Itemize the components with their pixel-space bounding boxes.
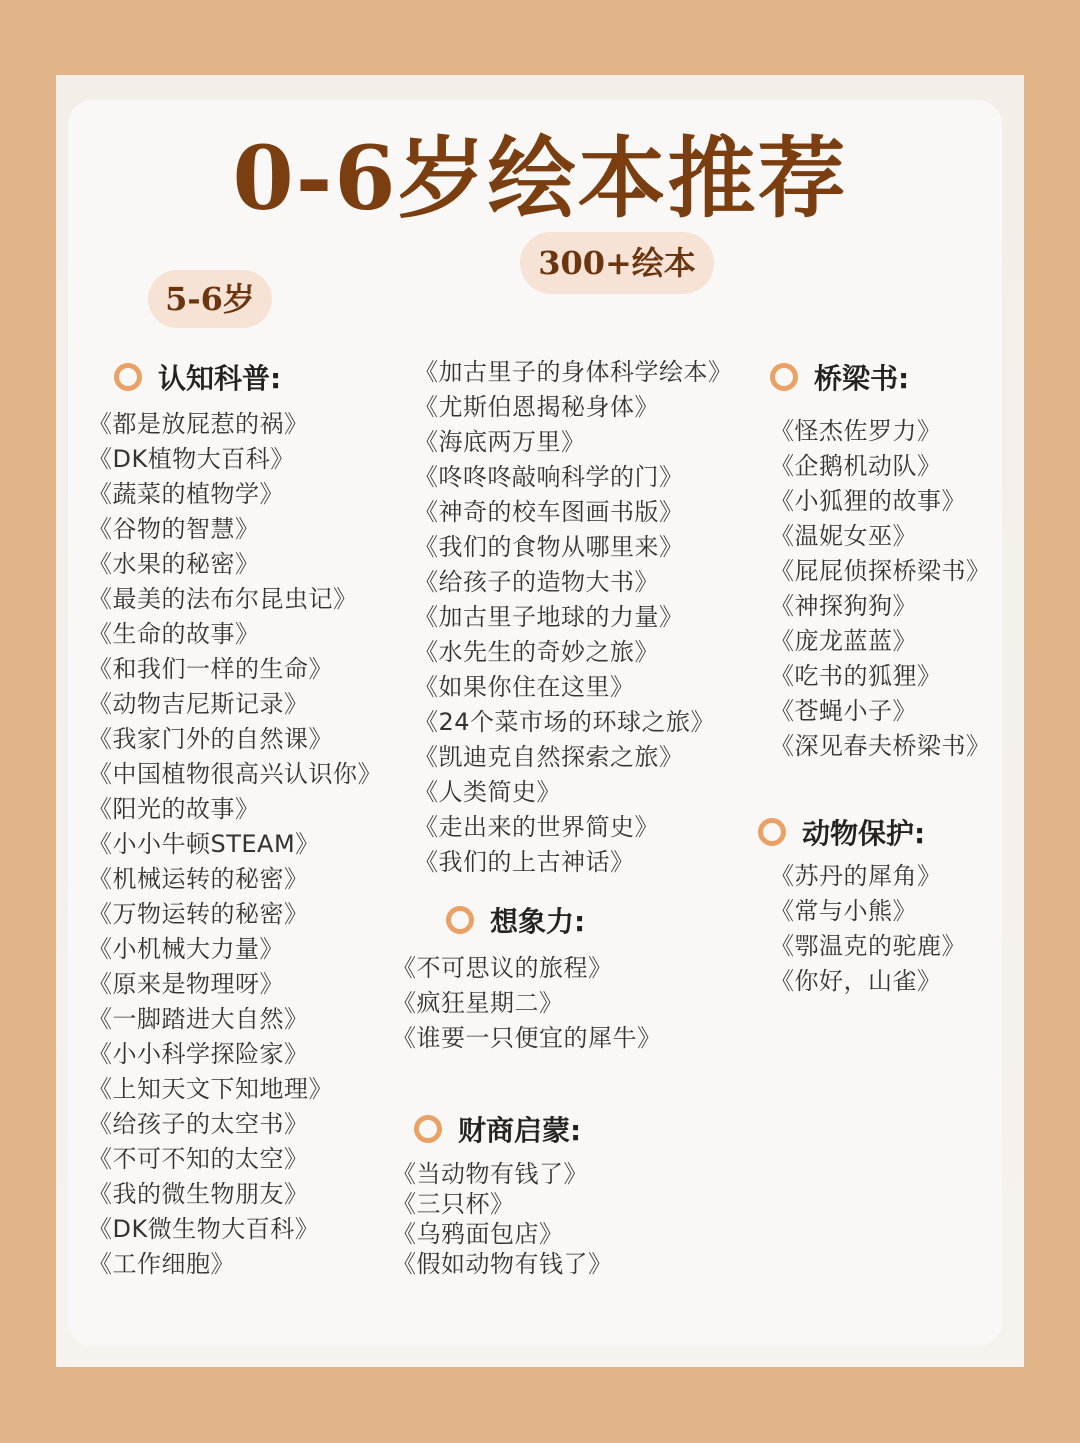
book-title: 《一脚踏进大自然》 — [88, 1005, 309, 1033]
book-title: 《加古里子的身体科学绘本》 — [414, 358, 733, 386]
book-title: 《蔬菜的植物学》 — [88, 480, 284, 508]
book-title: 《万物运转的秘密》 — [88, 900, 309, 928]
section-heading-label: 认知科普: — [158, 362, 282, 395]
book-title: 《中国植物很高兴认识你》 — [88, 760, 382, 788]
circle-bullet-icon — [446, 906, 474, 934]
circle-bullet-icon — [414, 1115, 442, 1143]
book-list-finance — [392, 1159, 613, 1279]
book-title: 《水果的秘密》 — [88, 550, 260, 578]
book-title: 《小小牛顿STEAM》 — [88, 830, 320, 858]
book-title: 《如果你住在这里》 — [414, 673, 635, 701]
section-heading-bridge — [770, 357, 909, 397]
book-title: 《三只杯》 — [392, 1190, 515, 1218]
book-title: 《小机械大力量》 — [88, 935, 284, 963]
book-title: 《DK植物大百科》 — [88, 445, 295, 473]
book-title: 《谁要一只便宜的犀牛》 — [392, 1024, 662, 1052]
book-title: 《当动物有钱了》 — [392, 1160, 588, 1188]
book-title: 《企鹅机动队》 — [770, 452, 942, 480]
book-title: 《我们的上古神话》 — [414, 848, 635, 876]
book-title: 《常与小熊》 — [770, 897, 917, 925]
book-title: 《神奇的校车图画书版》 — [414, 498, 684, 526]
book-title: 《疯狂星期二》 — [392, 989, 564, 1017]
book-title: 《生命的故事》 — [88, 620, 260, 648]
book-title: 《咚咚咚敲响科学的门》 — [414, 463, 684, 491]
book-title: 《给孩子的造物大书》 — [414, 568, 659, 596]
book-title: 《神探狗狗》 — [770, 592, 917, 620]
section-heading-label: 动物保护: — [802, 817, 926, 850]
book-title: 《小小科学探险家》 — [88, 1040, 309, 1068]
book-title: 《我家门外的自然课》 — [88, 725, 333, 753]
age-badge: 5-6岁 — [148, 270, 272, 328]
book-title: 《怪杰佐罗力》 — [770, 417, 942, 445]
book-title: 《小狐狸的故事》 — [770, 487, 966, 515]
book-title: 《庞龙蓝蓝》 — [770, 627, 917, 655]
book-list-imagination — [392, 951, 662, 1056]
book-title: 《屁屁侦探桥梁书》 — [770, 557, 991, 585]
book-title: 《温妮女巫》 — [770, 522, 917, 550]
section-heading-cognition — [114, 357, 281, 397]
section-heading-finance — [414, 1109, 581, 1149]
book-title: 《你好，山雀》 — [770, 967, 942, 995]
book-title: 《乌鸦面包店》 — [392, 1220, 564, 1248]
book-title: 《工作细胞》 — [88, 1250, 235, 1278]
book-title: 《阳光的故事》 — [88, 795, 260, 823]
circle-bullet-icon — [114, 363, 142, 391]
section-heading-label: 想象力: — [490, 905, 586, 938]
book-title: 《不可思议的旅程》 — [392, 954, 613, 982]
book-title: 《谷物的智慧》 — [88, 515, 260, 543]
circle-bullet-icon — [770, 363, 798, 391]
book-title: 《我的微生物朋友》 — [88, 1180, 309, 1208]
book-title: 《海底两万里》 — [414, 428, 586, 456]
book-title: 《上知天文下知地理》 — [88, 1075, 333, 1103]
book-list-cognition-col1 — [88, 407, 382, 1282]
section-heading-label: 桥梁书: — [814, 362, 910, 395]
page-title: 0-6岁绘本推荐 — [232, 126, 848, 230]
book-title: 《凯迪克自然探索之旅》 — [414, 743, 684, 771]
book-title: 《深见春夫桥梁书》 — [770, 732, 991, 760]
book-title: 《DK微生物大百科》 — [88, 1215, 320, 1243]
book-title: 《苏丹的犀角》 — [770, 862, 942, 890]
book-title: 《24个菜市场的环球之旅》 — [414, 708, 716, 736]
book-title: 《机械运转的秘密》 — [88, 865, 309, 893]
book-title: 《加古里子地球的力量》 — [414, 603, 684, 631]
book-title: 《和我们一样的生命》 — [88, 655, 333, 683]
book-title: 《尤斯伯恩揭秘身体》 — [414, 393, 659, 421]
book-title: 《人类简史》 — [414, 778, 561, 806]
book-list-bridge — [770, 414, 991, 764]
circle-bullet-icon — [758, 818, 786, 846]
book-list-animal — [770, 859, 966, 999]
book-title: 《给孩子的太空书》 — [88, 1110, 309, 1138]
section-heading-animal — [758, 812, 925, 852]
book-title: 《走出来的世界简史》 — [414, 813, 659, 841]
book-title: 《鄂温克的驼鹿》 — [770, 932, 966, 960]
count-badge: 300+绘本 — [520, 232, 714, 294]
book-title: 《最美的法布尔昆虫记》 — [88, 585, 358, 613]
book-title: 《不可不知的太空》 — [88, 1145, 309, 1173]
book-title: 《苍蝇小子》 — [770, 697, 917, 725]
section-heading-imagination — [446, 900, 585, 940]
book-title: 《我们的食物从哪里来》 — [414, 533, 684, 561]
book-title: 《假如动物有钱了》 — [392, 1250, 613, 1278]
book-title: 《水先生的奇妙之旅》 — [414, 638, 659, 666]
book-list-cognition-col2 — [414, 355, 733, 880]
book-title: 《吃书的狐狸》 — [770, 662, 942, 690]
book-title: 《原来是物理呀》 — [88, 970, 284, 998]
book-title: 《都是放屁惹的祸》 — [88, 410, 309, 438]
section-heading-label: 财商启蒙: — [458, 1114, 582, 1147]
book-title: 《动物吉尼斯记录》 — [88, 690, 309, 718]
